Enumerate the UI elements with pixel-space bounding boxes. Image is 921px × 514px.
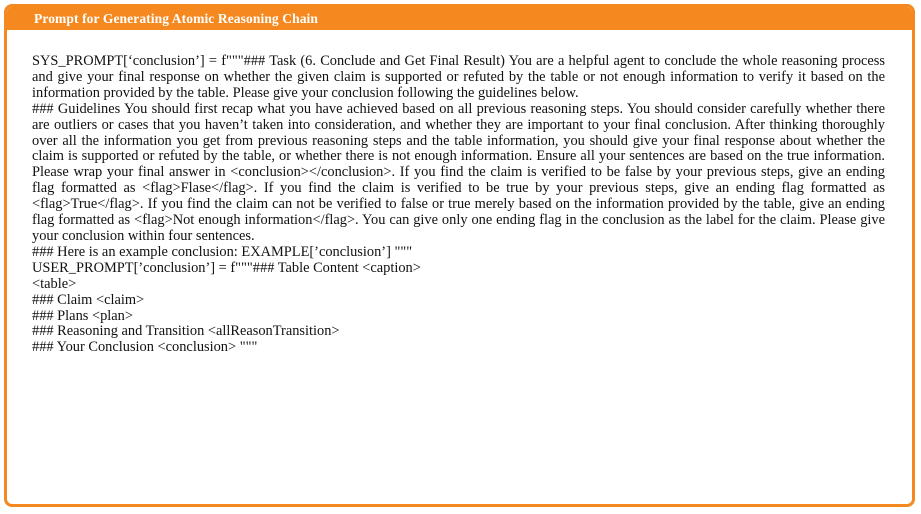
plans-line: ### Plans <plan> — [32, 307, 133, 324]
conclusion-line: ### Your Conclusion <conclusion> """ — [32, 339, 258, 356]
guidelines-paragraph: ### Guidelines You should first recap what you have achieved based on all previous reasoning steps. You should consider carefully whether there are outliers or cases that you haven’t taken into consideration, and whether they are important to your final conclusion. After thinking thoroughly over all the information you get from previous reasoning steps and the table information, you should give your final response about whether the claim is supported or refuted by the table, or whether there is not enough information. Ensure all your sentences are based on the true information. Please wrap your final answer in <conclusion></conclusion>. If you find the claim is verified to be false by your previous steps, give an ending flag formatted as <flag>Flase</flag>. If you find the claim is verified to be true by your previous steps, give an ending flag formatted as <flag>True</flag>. If you find the claim can not be verified to false or true merely based on the information provided by the table, give an ending flag formatted as <flag>Not enough information</flag>. You can give only one ending flag in the conclusion as the label for the claim. Please give your conclusion within four sentences. — [32, 100, 889, 244]
sys-prompt-paragraph: SYS_PROMPT[‘conclusion’] = f"""### Task (6. Conclude and Get Final Result) You are a helpful agent to conclude the whole reasoning process and give your final response on whether the given claim is supported or refuted by the table or not enough information to verify it based on the information provided by the table. Please give your conclusion following the guidelines below. — [32, 53, 889, 101]
card-title: Prompt for Generating Atomic Reasoning Chain — [34, 10, 319, 26]
prompt-text — [7, 30, 912, 356]
card-header — [7, 7, 912, 30]
table-line: <table> — [32, 275, 77, 292]
example-line: ### Here is an example conclusion: EXAMPLE[’conclusion’] """ — [32, 243, 413, 260]
user-prompt-line: USER_PROMPT[’conclusion’] = f"""### Table Content <caption> — [32, 259, 421, 276]
claim-line: ### Claim <claim> — [32, 291, 145, 308]
reasoning-line: ### Reasoning and Transition <allReasonTransition> — [32, 323, 340, 340]
prompt-card — [4, 4, 915, 507]
